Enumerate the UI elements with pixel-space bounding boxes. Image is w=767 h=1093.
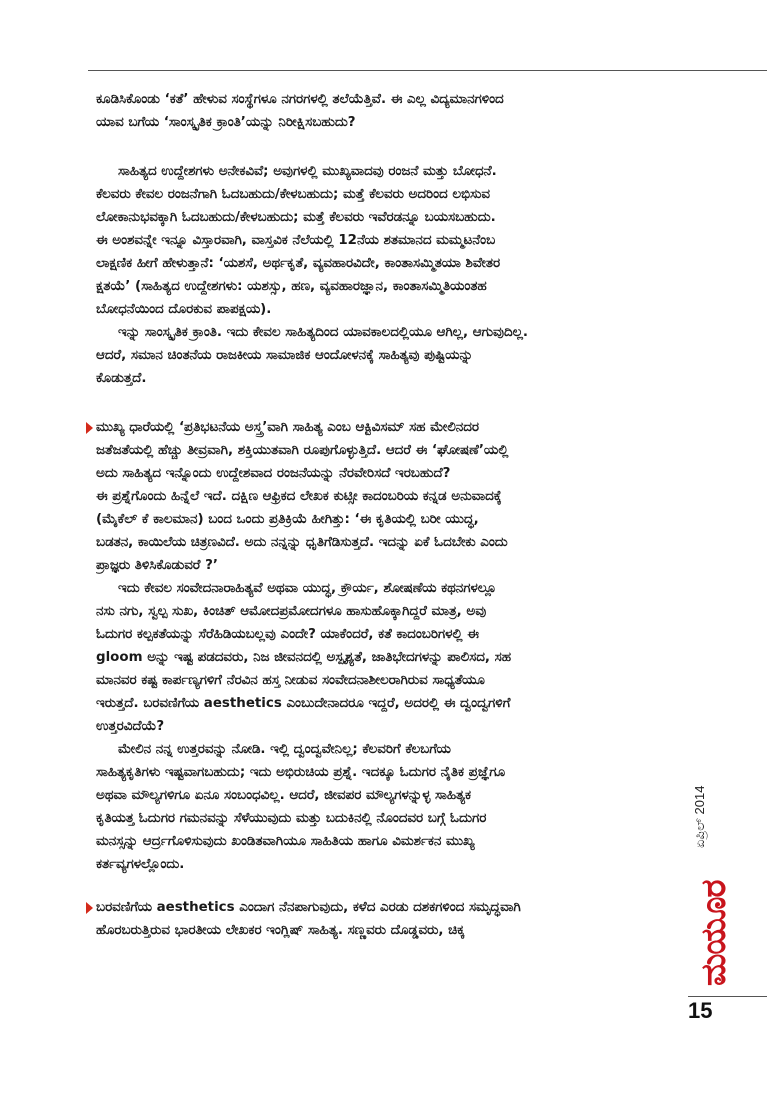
paragraph: [96, 577, 696, 738]
text-line: ಜತೆಜತೆಯಲ್ಲಿ ಹೆಚ್ಚು ತೀವ್ರವಾಗಿ, ಶಕ್ತಿಯುತವಾಗಿ ರೂಪುಗೊಳ್ಳುತ್ತಿದೆ. ಆದರೆ ಈ ‘ಘೋಷಣೆ’ಯಲ್ಲಿ: [96, 443, 509, 458]
bullet-triangle-icon: [86, 902, 93, 914]
text-line: ಬೋಧನೆಯಿಂದ ದೊರಕುವ ಪಾಪಕ್ಷಯ).: [96, 302, 272, 317]
text-line: ಕೊಡುತ್ತದೆ.: [96, 371, 147, 386]
text-line: ಕರ್ತವ್ಯಗಳಲ್ಲೊಂದು.: [96, 857, 185, 872]
article-body: [96, 88, 696, 942]
text-line: ಕೆಲವರು ಕೇವಲ ರಂಜನೆಗಾಗಿ ಓದಬಹುದು/ಕೇಳಬಹುದು; ಮತ್ತೆ ಕೆಲವರು ಅದರಿಂದ ಲಭಿಸುವ: [96, 187, 490, 202]
bullet-triangle-icon: [86, 422, 93, 434]
text-line: ಮಾನವರ ಕಷ್ಟ ಕಾರ್ಪಣ್ಯಗಳಿಗೆ ನೆರವಿನ ಹಸ್ತ ನೀಡುವ ಸಂವೇದನಾಶೀಲರಾಗಿರುವ ಸಾಧ್ಯತೆಯೂ: [96, 673, 485, 688]
text-line: ಬಡತನ, ಕಾಯಿಲೆಯ ಚಿತ್ರಣವಿದೆ. ಅದು ನನ್ನನ್ನು ಧೃತಿಗೆಡಿಸುತ್ತದೆ. ಇದನ್ನು ಏಕೆ ಓದಬೇಕು ಎಂದು: [96, 535, 508, 550]
text-line: ಇನ್ನು ಸಾಂಸ್ಕೃತಿಕ ಕ್ರಾಂತಿ. ಇದು ಕೇವಲ ಸಾಹಿತ್ಯದಿಂದ ಯಾವಕಾಲದಲ್ಲಿಯೂ ಆಗಿಲ್ಲ, ಆಗುವುದಿಲ್ಲ.: [118, 325, 528, 340]
text-line: ಬರವಣಿಗೆಯ aesthetics ಎಂದಾಗ ನೆನಪಾಗುವುದು, ಕಳೆದ ಎರಡು ದಶಕಗಳಿಂದ ಸಮೃದ್ಧವಾಗಿ: [96, 900, 521, 915]
bullet-paragraph: [96, 416, 696, 577]
top-rule: [88, 70, 767, 71]
text-line: ಸಾಹಿತ್ಯಕೃತಿಗಳು ಇಷ್ಟವಾಗಬಹುದು; ಇದು ಅಭಿರುಚಿಯ ಪ್ರಶ್ನೆ. ಇದಕ್ಕೂ ಓದುಗರ ನೈತಿಕ ಪ್ರಜ್ಞೆಗೂ: [96, 765, 506, 780]
paragraph: [96, 738, 696, 876]
text-line: ನಸು ನಗು, ಸ್ವಲ್ಪ ಸುಖ, ಕಿಂಚಿತ್ ಆಮೋದಪ್ರಮೋದಗಳೂ ಹಾಸುಹೊಕ್ಕಾಗಿದ್ದರೆ ಮಾತ್ರ, ಅವು: [96, 604, 487, 619]
text-line: ಓದುಗರ ಕಲ್ಪಕತೆಯನ್ನು ಸೆರೆಹಿಡಿಯಬಲ್ಲವು ಎಂದೇ? ಯಾಕೆಂದರೆ, ಕತೆ ಕಾದಂಬರಿಗಳಲ್ಲಿ ಈ: [96, 627, 479, 642]
magazine-logo: ಮಯೂರ: [694, 880, 734, 986]
text-line: ಈ ಪ್ರಶ್ನೆಗೊಂದು ಹಿನ್ನೆಲೆ ಇದೆ. ದಕ್ಷಿಣ ಆಫ್ರಿಕದ ಲೇಖಕ ಕುಟ್ಸೀ ಕಾದಂಬರಿಯ ಕನ್ನಡ ಅನುವಾದಕ್ಕೆ: [96, 489, 502, 504]
text-line: ಹೊರಬರುತ್ತಿರುವ ಭಾರತೀಯ ಲೇಖಕರ ಇಂಗ್ಲಿಷ್ ಸಾಹಿತ್ಯ. ಸಣ್ಣವರು ದೊಡ್ಡವರು, ಚಿಕ್ಕ: [96, 923, 465, 938]
text-line: ಯಾವ ಬಗೆಯ ‘ಸಾಂಸ್ಕೃತಿಕ ಕ್ರಾಂತಿ’ಯನ್ನು ನಿರೀಕ್ಷಿಸಬಹುದು?: [96, 115, 356, 130]
text-line: ಇರುತ್ತದೆ. ಬರವಣಿಗೆಯ aesthetics ಎಂಬುದೇನಾದರೂ ಇದ್ದರೆ, ಅದರಲ್ಲಿ ಈ ದ್ವಂದ್ವಗಳಿಗೆ: [96, 696, 511, 711]
bullet-paragraph: [96, 896, 696, 942]
text-line: ಆದರೆ, ಸಮಾನ ಚಿಂತನೆಯ ರಾಜಕೀಯ ಸಾಮಾಜಿಕ ಆಂದೋಳನಕ್ಕೆ ಸಾಹಿತ್ಯವು ಪುಷ್ಟಿಯನ್ನು: [96, 348, 473, 363]
text-line: ಉತ್ತರವಿದೆಯೆ?: [96, 719, 165, 734]
text-line: ಈ ಅಂಶವನ್ನೇ ಇನ್ನೂ ವಿಸ್ತಾರವಾಗಿ, ವಾಸ್ತವಿಕ ನೆಲೆಯಲ್ಲಿ 12ನೆಯ ಶತಮಾನದ ಮಮ್ಮಟನೆಂಬ: [96, 233, 496, 248]
text-line: ಮುಖ್ಯ ಧಾರೆಯಲ್ಲಿ ‘ಪ್ರತಿಭಟನೆಯ ಅಸ್ತ್ರ’ವಾಗಿ ಸಾಹಿತ್ಯ ಎಂಬ ಆಕ್ಟಿವಿಸಮ್ ಸಹ ಮೇಲಿನದರ: [96, 420, 479, 435]
text-line: ಇದು ಕೇವಲ ಸಂವೇದನಾರಾಹಿತ್ಯವೆ ಅಥವಾ ಯುದ್ಧ, ಕ್ರೌರ್ಯ, ಶೋಷಣೆಯ ಕಥನಗಳಲ್ಲೂ: [118, 581, 497, 596]
text-line: ಮನಸ್ಸನ್ನು ಆರ್ದ್ರಗೊಳಿಸುವುದು ಖಂಡಿತವಾಗಿಯೂ ಸಾಹಿತಿಯ ಹಾಗೂ ವಿಮರ್ಶಕನ ಮುಖ್ಯ: [96, 834, 475, 849]
text-line: ಕ್ಷತಯೆ’ (ಸಾಹಿತ್ಯದ ಉದ್ದೇಶಗಳು: ಯಶಸ್ಸು, ಹಣ, ವ್ಯವಹಾರಜ್ಞಾನ, ಕಾಂತಾಸಮ್ಮಿತಿಯಂತಹ: [96, 279, 487, 294]
paragraph: [96, 88, 696, 134]
text-line: ಲೋಕಾನುಭವಕ್ಕಾಗಿ ಓದಬಹುದು/ಕೇಳಬಹುದು; ಮತ್ತೆ ಕೆಲವರು ಇವೆರಡನ್ನೂ ಬಯಸಬಹುದು.: [96, 210, 496, 225]
text-line: ಪ್ರಾಜ್ಞರು ತಿಳಿಸಿಕೊಡುವರೆ ?’: [96, 558, 218, 573]
text-line: gloom ಅನ್ನು ಇಷ್ಟ ಪಡದವರು, ನಿಜ ಜೀವನದಲ್ಲಿ ಅಸ್ಪೃಶ್ಯತೆ, ಜಾತಿಭೇದಗಳನ್ನು ಪಾಲಿಸದ, ಸಹ: [96, 650, 512, 665]
footer-rule: [688, 996, 767, 997]
page-number: 15: [688, 998, 713, 1023]
text-line: ಲಾಕ್ಷಣಿಕ ಹೀಗೆ ಹೇಳುತ್ತಾನೆ: ‘ಯಶಸೆ, ಅರ್ಥಕೃತೆ, ವ್ಯವಹಾರವಿದೇ, ಕಾಂತಾಸಮ್ಮಿತಯಾ ಶಿವೇತರ: [96, 256, 501, 271]
text-line: ಕೂಡಿಸಿಕೊಂಡು ‘ಕತೆ’ ಹೇಳುವ ಸಂಸ್ಥೆಗಳೂ ನಗರಗಳಲ್ಲಿ ತಲೆಯೆತ್ತಿವೆ. ಈ ಎಲ್ಲ ವಿದ್ಯಮಾನಗಳಿಂದ: [96, 92, 504, 107]
text-line: ಕೃತಿಯತ್ತ ಓದುಗರ ಗಮನವನ್ನು ಸೆಳೆಯುವುದು ಮತ್ತು ಬದುಕಿನಲ್ಲಿ ನೊಂದವರ ಬಗ್ಗೆ ಓದುಗರ: [96, 811, 487, 826]
text-line: (ಮೈಕೆಲ್ ಕೆ ಕಾಲಮಾನ) ಬಂದ ಒಂದು ಪ್ರತಿಕ್ರಿಯೆ ಹೀಗಿತ್ತು: ‘ಈ ಕೃತಿಯಲ್ಲಿ ಬರೀ ಯುದ್ಧ,: [96, 512, 479, 527]
text-line: ಸಾಹಿತ್ಯದ ಉದ್ದೇಶಗಳು ಅನೇಕವಿವೆ; ಅವುಗಳಲ್ಲಿ ಮುಖ್ಯವಾದವು ರಂಜನೆ ಮತ್ತು ಬೋಧನೆ.: [118, 164, 497, 179]
text-line: ಅಥವಾ ಮೌಲ್ಯಗಳಿಗೂ ಏನೂ ಸಂಬಂಧವಿಲ್ಲ. ಆದರೆ, ಜೀವಪರ ಮೌಲ್ಯಗಳನ್ನುಳ್ಳ ಸಾಹಿತ್ಯಕ: [96, 788, 472, 803]
paragraph: [96, 321, 696, 390]
text-line: ಅದು ಸಾಹಿತ್ಯದ ಇನ್ನೊಂದು ಉದ್ದೇಶವಾದ ರಂಜನೆಯನ್ನು ನೆರವೇರಿಸದೆ ಇರಬಹುದೆ?: [96, 466, 451, 481]
paragraph: [96, 160, 696, 321]
issue-date: ಏಪ್ರಿಲ್ 2014: [692, 785, 707, 848]
text-line: ಮೇಲಿನ ನನ್ನ ಉತ್ತರವನ್ನು ನೋಡಿ. ಇಲ್ಲಿ ದ್ವಂದ್ವವೇನಿಲ್ಲ; ಕೆಲವರಿಗೆ ಕೆಲಬಗೆಯ: [118, 742, 451, 757]
